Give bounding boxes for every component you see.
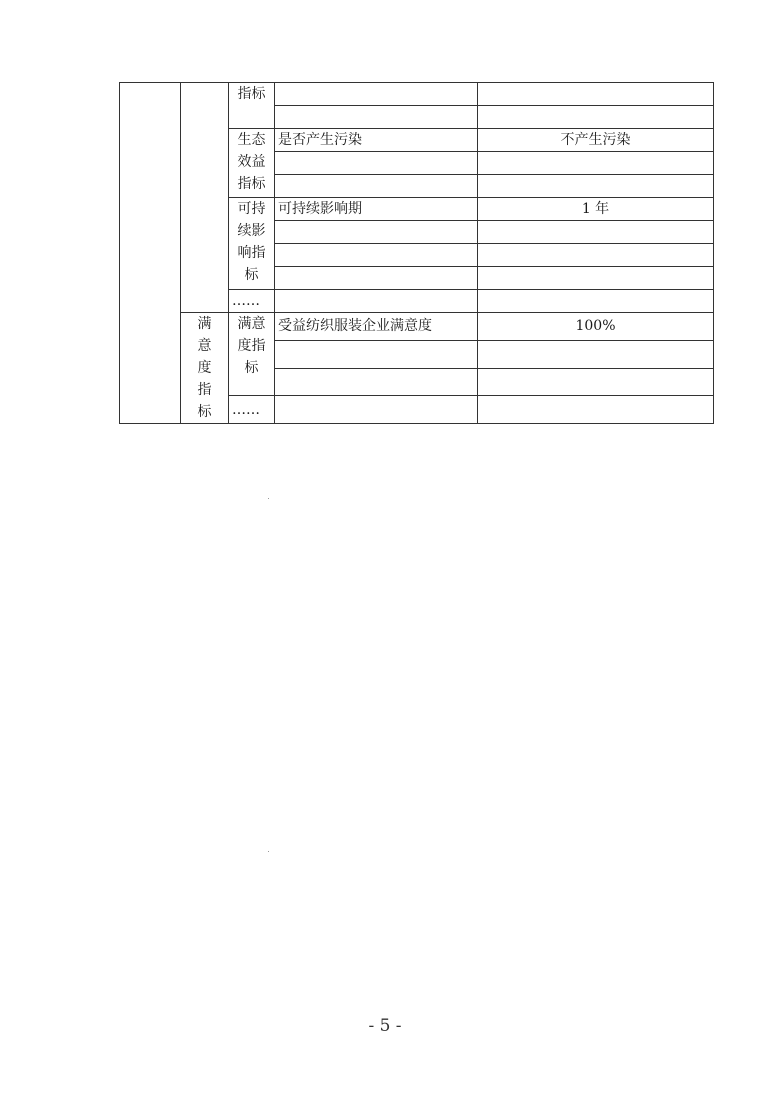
indicator-item-cell [275, 290, 478, 313]
table-row [120, 313, 714, 341]
page-number: - 5 - [368, 1016, 402, 1036]
indicator-value-cell: 1 年 [478, 198, 714, 221]
ellipsis-cell: …… [229, 396, 275, 424]
table-row [120, 83, 714, 106]
indicator-value-cell [478, 290, 714, 313]
indicator-item-cell [275, 396, 478, 424]
indicator-value-cell [478, 368, 714, 396]
category-cell: 生态效益指标 [229, 129, 275, 198]
first-level-cell [120, 83, 181, 424]
indicator-item-cell [275, 340, 478, 368]
indicator-value-cell: 不产生污染 [478, 129, 714, 152]
indicator-value-cell [478, 396, 714, 424]
indicator-item-cell: 可持续影响期 [275, 198, 478, 221]
indicator-value-cell [478, 106, 714, 129]
indicator-item-cell [275, 175, 478, 198]
indicator-item-cell [275, 106, 478, 129]
category-cell: 满意度指标 [229, 313, 275, 396]
indicator-item-cell [275, 152, 478, 175]
scan-speck [268, 851, 269, 852]
ellipsis-cell: …… [229, 290, 275, 313]
indicator-value-cell [478, 267, 714, 290]
indicator-item-cell [275, 368, 478, 396]
second-level-cell [181, 83, 229, 313]
indicator-item-cell: 是否产生污染 [275, 129, 478, 152]
indicator-value-cell: 100% [478, 313, 714, 341]
scan-speck [268, 498, 269, 499]
indicator-item-cell [275, 267, 478, 290]
indicator-value-cell [478, 340, 714, 368]
indicator-item-cell [275, 83, 478, 106]
satisfaction-group-cell: 满意度指标 [181, 313, 229, 424]
category-cell: 可持续影响指标 [229, 198, 275, 290]
indicator-value-cell [478, 152, 714, 175]
indicator-item-cell [275, 221, 478, 244]
performance-indicator-table [119, 82, 714, 424]
category-cell: 指标 [229, 83, 275, 129]
indicator-value-cell [478, 83, 714, 106]
indicator-value-cell [478, 175, 714, 198]
indicator-value-cell [478, 244, 714, 267]
indicator-item-cell [275, 244, 478, 267]
indicator-value-cell [478, 221, 714, 244]
indicator-item-cell: 受益纺织服装企业满意度 [275, 313, 478, 341]
